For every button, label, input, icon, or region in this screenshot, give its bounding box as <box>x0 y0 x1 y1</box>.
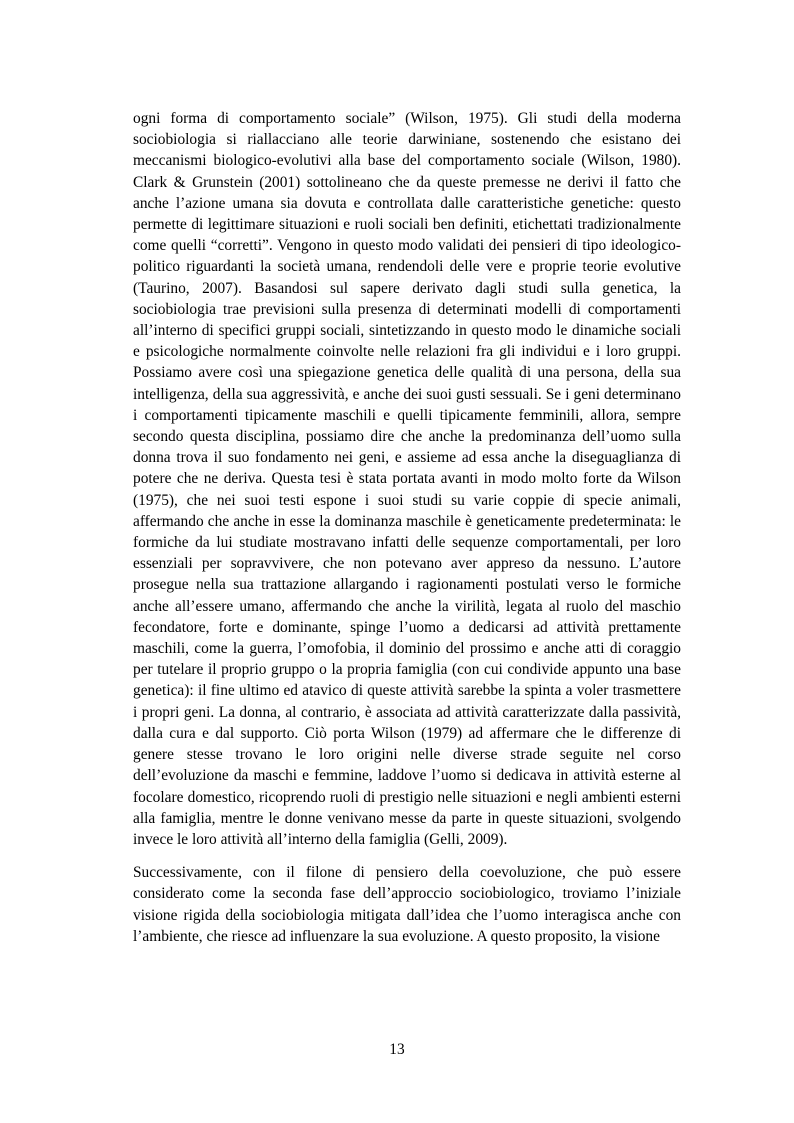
page-number: 13 <box>389 1041 405 1058</box>
body-paragraph-2: Successivamente, con il filone di pensiero della coevoluzione, che può essere considerato come la seconda fase dell’approccio sociobiologico, troviamo l’iniziale visione rigida della sociobiologia mitigata dall’idea che l’uomo interagisca anche con l’ambiente, che riesce ad influenzare la sua evoluzione. A questo proposito, la visione <box>133 864 681 945</box>
body-paragraph-1: ogni forma di comportamento sociale” (Wilson, 1975). Gli studi della moderna sociobiologia si riallacciano alle teorie darwiniane, sostenendo che esistano dei meccanismi biologico-evolutivi alla base del comportamento sociale (Wilson, 1980). Clark & Grunstein (2001) sottolineano che da queste premesse ne derivi il fatto che anche l’azione umana sia dovuta e controllata dalle caratteristiche genetiche: questo permette di legittimare situazioni e ruoli sociali ben definiti, etichettati tradizionalmente come quelli “corretti”. Vengono in questo modo validati dei pensieri di tipo ideologico-politico riguardanti la società umana, rendendoli delle vere e proprie teorie evolutive (Taurino, 2007). Basandosi sul sapere derivato dagli studi sulla genetica, la sociobiologia trae previsioni sulla presenza di determinati modelli di comportamenti all’interno di specifici gruppi sociali, sintetizzando in questo modo le dinamiche sociali e psicologiche normalmente coinvolte nelle relazioni fra gli individui e i loro gruppi. Possiamo avere così una spiegazione genetica delle qualità di una persona, della sua intelligenza, della sua aggressività, e anche dei suoi gusti sessuali. Se i geni determinano i comportamenti tipicamente maschili e quelli tipicamente femminili, allora, sempre secondo questa disciplina, possiamo dire che anche la predominanza dell’uomo sulla donna trova il suo fondamento nei geni, e assieme ad essa anche la diseguaglianza di potere che ne deriva. Questa tesi è stata portata avanti in modo molto forte da Wilson (1975), che nei suoi testi espone i suoi studi su varie coppie di specie animali, affermando che anche in esse la dominanza maschile è geneticamente predeterminata: le formiche da lui studiate mostravano infatti delle sequenze comportamentali, per loro essenziali per sopravvivere, che non potevano aver appreso da nessuno. L’autore prosegue nella sua trattazione allargando i ragionamenti postulati verso le formiche anche all’essere umano, affermando che anche la virilità, legata al ruolo del maschio fecondatore, forte e dominante, spinge l’uomo a dedicarsi ad attività prettamente maschili, come la guerra, l’omofobia, il dominio del prossimo e anche atti di coraggio per tutelare il proprio gruppo o la propria famiglia (con cui condivide appunto una base genetica): il fine ultimo ed atavico di queste attività sarebbe la spinta a voler trasmettere i propri geni. La donna, al contrario, è associata ad attività caratterizzate dalla passività, dalla cura e dal supporto. Ciò porta Wilson (1979) ad affermare che le differenze di genere stesse trovano le loro origini nelle diverse strade seguite nel corso dell’evoluzione da maschi e femmine, laddove l’uomo si dedicava in attività esterne al focolare domestico, ricoprendo ruoli di prestigio nelle situazioni e negli ambienti esterni alla famiglia, mentre le donne venivano messe da parte in queste situazioni, svolgendo invece le loro attività all’interno della famiglia (Gelli, 2009). <box>133 110 681 848</box>
page-body <box>133 108 681 947</box>
